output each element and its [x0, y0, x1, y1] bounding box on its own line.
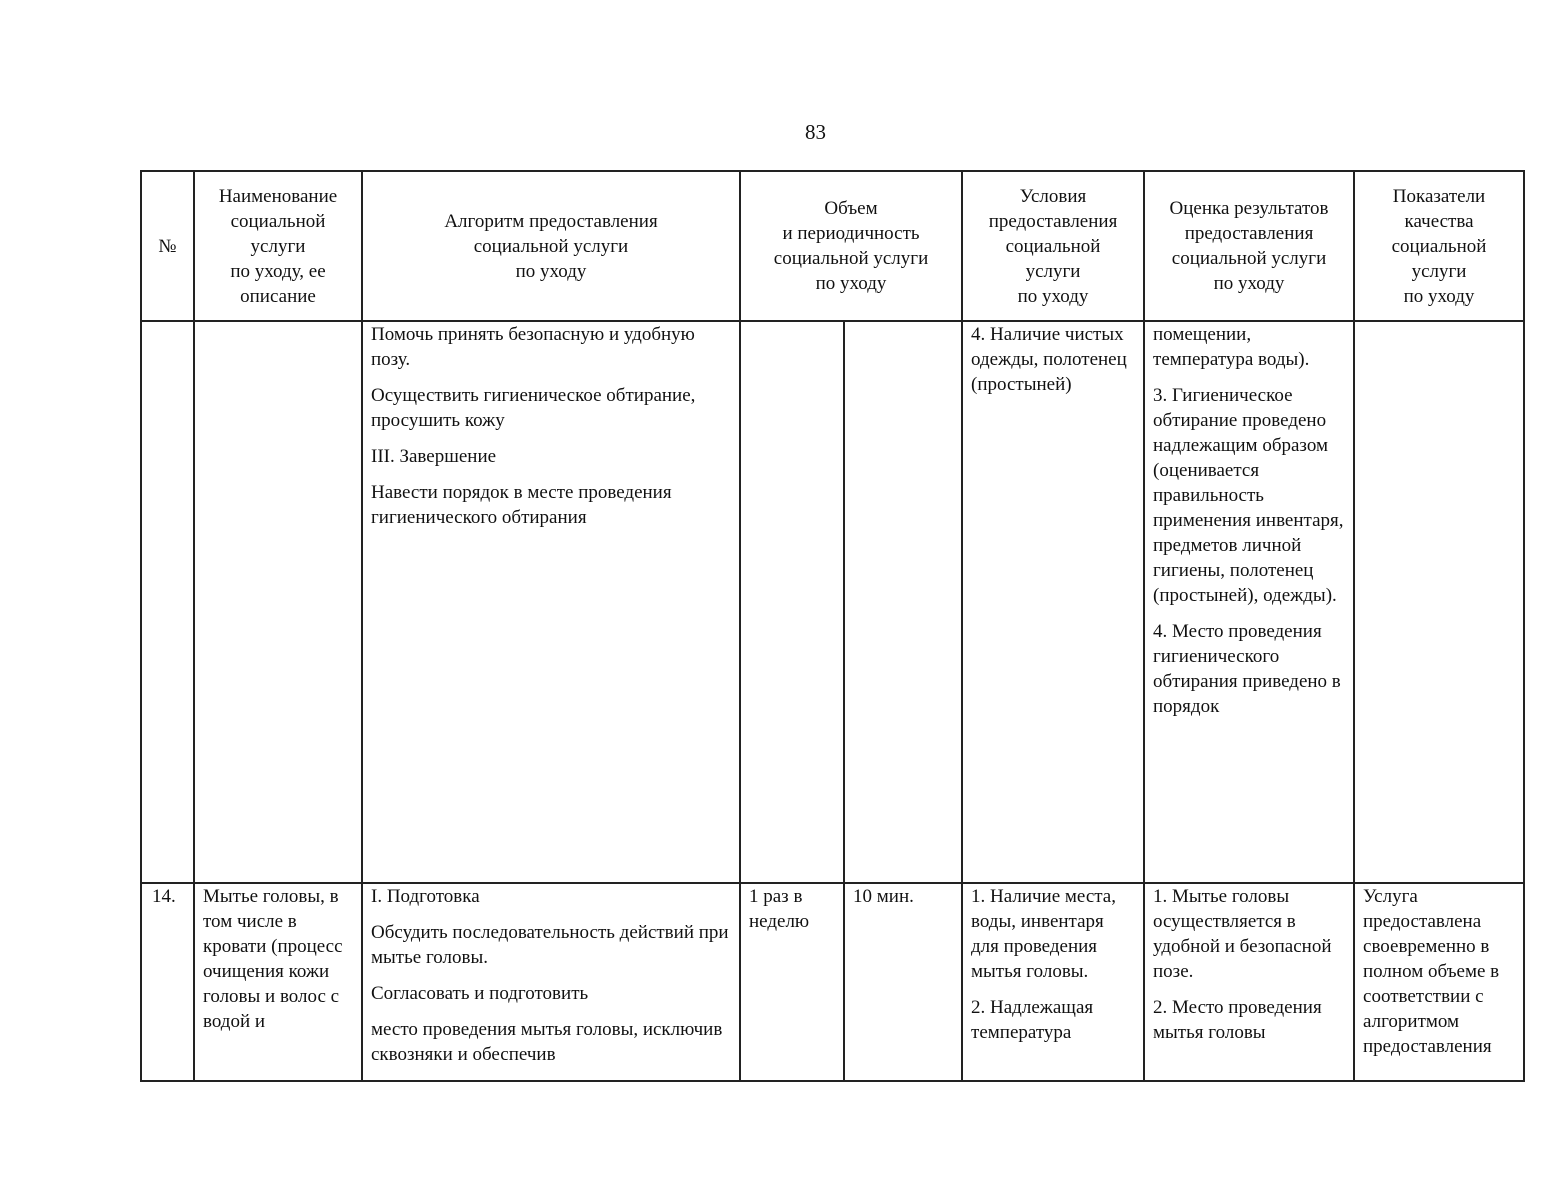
cell-name: [194, 321, 362, 883]
cell-evaluation: [1144, 321, 1354, 883]
cell-periodicity: 1 раз в неделю: [740, 883, 844, 1081]
cell-quality: [1354, 321, 1524, 883]
evaluation-item: 4. Место проведения гигиенического обтирания приведено в порядок: [1153, 621, 1341, 717]
cell-conditions: [962, 883, 1144, 1081]
algorithm-step: Помочь принять безопасную и удобную позу.: [371, 324, 695, 370]
social-services-table: [140, 170, 1525, 1082]
evaluation-item: помещении, температура воды).: [1153, 324, 1310, 370]
condition-item: 2. Надлежащая температура: [971, 997, 1094, 1043]
cell-quality: Услуга предоставлена своевременно в полном объеме в соответствии с алгоритмом предоставления: [1354, 883, 1524, 1081]
header-evaluation: Оценка результатов предоставления социальной услуги по уходу: [1144, 171, 1354, 321]
header-no: №: [141, 171, 194, 321]
header-conditions: Условия предоставления социальной услуги по уходу: [962, 171, 1144, 321]
header-quality: Показатели качества социальной услуги по уходу: [1354, 171, 1524, 321]
algorithm-step: Обсудить последовательность действий при мытье головы.: [371, 922, 729, 968]
page-number: 83: [805, 120, 826, 144]
cell-no: [141, 321, 194, 883]
cell-no: 14.: [141, 883, 194, 1081]
algorithm-step: Навести порядок в месте проведения гигиенического обтирания: [371, 482, 672, 528]
cell-algorithm: [362, 883, 740, 1081]
cell-duration: 10 мин.: [844, 883, 962, 1081]
algorithm-step: место проведения мытья головы, исключив сквозняки и обеспечив: [371, 1019, 723, 1065]
table-row-14: [141, 883, 1524, 1081]
evaluation-item: 3. Гигиеническое обтирание проведено надлежащим образом (оценивается правильность применения инвентаря, предметов личной гигиены, полотенец (простыней), одежды).: [1153, 385, 1344, 606]
algorithm-step: Согласовать и подготовить: [371, 983, 589, 1004]
algorithm-step: Осуществить гигиеническое обтирание, просушить кожу: [371, 385, 696, 431]
cell-conditions: [962, 321, 1144, 883]
evaluation-item: 2. Место проведения мытья головы: [1153, 997, 1322, 1043]
cell-name: Мытье головы, в том числе в кровати (процесс очищения кожи головы и волос с водой и: [194, 883, 362, 1081]
cell-algorithm: [362, 321, 740, 883]
header-name: Наименование социальной услуги по уходу, ее описание: [194, 171, 362, 321]
cell-evaluation: [1144, 883, 1354, 1081]
condition-item: 4. Наличие чистых одежды, полотенец (простыней): [971, 324, 1127, 395]
algorithm-step: I. Подготовка: [371, 886, 480, 907]
condition-item: 1. Наличие места, воды, инвентаря для проведения мытья головы.: [971, 886, 1116, 982]
header-algorithm: Алгоритм предоставления социальной услуги по уходу: [362, 171, 740, 321]
cell-duration: [844, 321, 962, 883]
header-row: [141, 171, 1524, 321]
evaluation-item: 1. Мытье головы осуществляется в удобной и безопасной позе.: [1153, 886, 1332, 982]
cell-periodicity: [740, 321, 844, 883]
header-volume: Объем и периодичность социальной услуги по уходу: [740, 171, 962, 321]
table-row-continued: [141, 321, 1524, 883]
algorithm-step: III. Завершение: [371, 446, 497, 467]
